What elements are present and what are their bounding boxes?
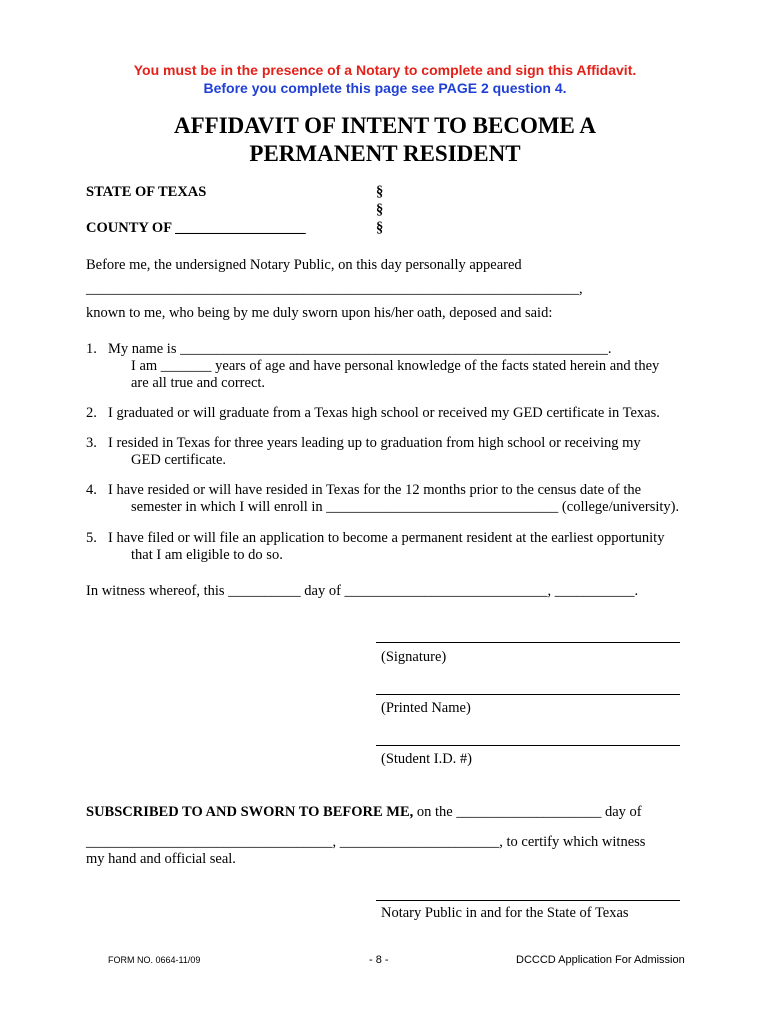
item-text: GED certificate. [131,452,227,468]
page-2-reference: Before you complete this page see PAGE 2 question 4. [203,80,567,96]
signature-label: (Signature) [381,649,447,665]
printed-name-line[interactable] [376,694,680,695]
section-symbol: § [376,220,384,236]
signature-line[interactable] [376,642,680,643]
section-symbol: § [376,202,384,218]
intro-text: known to me, who being by me duly sworn upon his/her oath, deposed and said: [86,305,553,321]
form-title-line2: PERMANENT RESIDENT [249,141,521,166]
state-label: STATE OF TEXAS [86,184,207,200]
subscribed-heading: SUBSCRIBED TO AND SWORN TO BEFORE ME, [86,804,414,820]
item-text: I have resided or will have resided in Texas for the 12 months prior to the census date of the [108,482,642,498]
item-number: 5. [86,530,97,546]
subscribed-line[interactable] [86,804,642,821]
student-id-line[interactable] [376,745,680,746]
application-name: DCCCD Application For Admission [516,954,685,966]
appeared-name-field[interactable]: ____________________________________________________________________, [86,281,583,297]
item-number: 1. [86,341,97,357]
page-number: - 8 - [369,954,389,966]
item-text: that I am eligible to do so. [131,547,283,563]
notary-label: Notary Public in and for the State of Texas [381,905,629,921]
form-title-line1: AFFIDAVIT OF INTENT TO BECOME A [174,113,596,138]
item-text: I graduated or will graduate from a Texas high school or received my GED certificate in Texas. [108,405,660,421]
age-field[interactable]: I am _______ years of age and have personal knowledge of the facts stated herein and they [131,358,660,374]
printed-name-label: (Printed Name) [381,700,471,716]
witness-date-field[interactable]: In witness whereof, this __________ day of ____________________________, ___________. [86,583,639,599]
subscribed-text: my hand and official seal. [86,851,236,867]
item-text: I have filed or will file an application to become a permanent resident at the earliest opportunity [108,530,665,546]
section-symbol: § [376,184,384,200]
item-number: 3. [86,435,97,451]
student-id-label: (Student I.D. #) [381,751,473,767]
item-number: 4. [86,482,97,498]
subscribed-date-field[interactable]: __________________________________, ______________________, to certify which witness [86,834,646,850]
name-field[interactable]: My name is ___________________________________________________________. [108,341,612,357]
item-text: are all true and correct. [131,375,266,391]
intro-text: Before me, the undersigned Notary Public, on this day personally appeared [86,257,522,273]
county-field[interactable]: COUNTY OF __________________ [86,220,306,236]
college-field[interactable]: semester in which I will enroll in ________________________________ (college/university). [131,499,680,515]
subscribed-day-field[interactable]: on the ____________________ day of [413,804,642,820]
item-number: 2. [86,405,97,421]
notary-warning: You must be in the presence of a Notary to complete and sign this Affidavit. [133,62,637,78]
item-text: I resided in Texas for three years leading up to graduation from high school or receiving my [108,435,641,451]
notary-signature-line[interactable] [376,900,680,901]
form-number: FORM NO. 0664-11/09 [108,955,201,965]
